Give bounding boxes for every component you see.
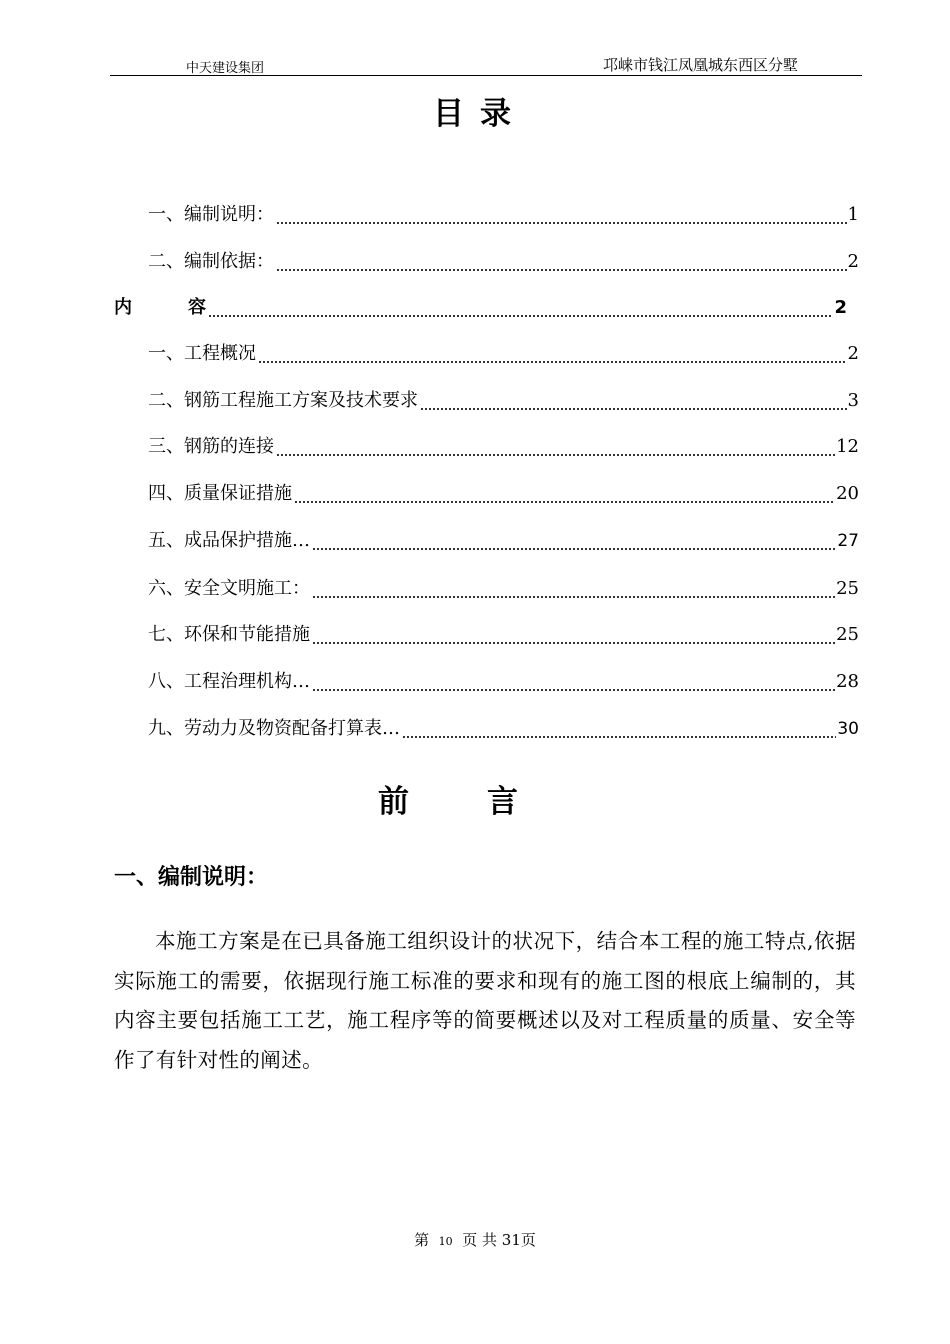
toc-item-label: 一、工程概况: [148, 343, 256, 364]
toc-item-page: 25: [836, 578, 859, 599]
toc-leader-dots: [208, 297, 833, 319]
toc-leader-dots: [276, 251, 847, 273]
toc-item[interactable]: [148, 715, 859, 743]
body-paragraph: 本施工方案是在已具备施工组织设计的状况下，结合本工程的施工特点,依据实际施工的需要，依据现行施工标准的要求和现有的施工图的根底上编制的，其内容主要包括施工工艺，施工程序等的简要概述以及对工程质量的质量、安全等作了有针对性的阐述。: [114, 929, 856, 1072]
toc-item-page: 2: [834, 297, 847, 318]
toc-item-page: 3: [847, 390, 859, 411]
toc-item-page: 27: [837, 531, 859, 551]
toc-item[interactable]: [148, 201, 859, 229]
toc-item[interactable]: [148, 575, 859, 603]
toc-leader-dots: [312, 578, 835, 600]
toc-item-label: 二、编制依据：: [148, 251, 274, 272]
toc-item-page: 25: [836, 624, 859, 645]
toc-leader-dots: [402, 718, 836, 740]
toc-item-label: 八、工程治理机构…: [148, 671, 310, 692]
total-page-number: 31: [501, 1231, 521, 1249]
section-heading: 一、编制说明：: [114, 865, 269, 890]
toc-leader-dots: [312, 530, 836, 552]
toc-item-page: 20: [836, 483, 859, 504]
toc-title: 目录: [433, 96, 527, 132]
toc-item[interactable]: [148, 433, 859, 461]
toc-item-page: 2: [847, 251, 859, 272]
toc-item[interactable]: [148, 387, 859, 415]
header-project: 邛崃市钱江凤凰城东西区分墅: [603, 56, 799, 74]
toc-item-label: 内 容: [114, 297, 206, 318]
toc-leader-dots: [312, 671, 835, 693]
toc-item[interactable]: [148, 621, 859, 649]
toc-item-page: 30: [837, 719, 859, 739]
current-page-number: 10: [438, 1235, 453, 1248]
toc-item[interactable]: [148, 340, 859, 368]
header-company: 中天建设集团: [186, 61, 265, 76]
toc-item-content[interactable]: [114, 294, 847, 322]
toc-item-label: 九、劳动力及物资配备打算表…: [148, 718, 400, 739]
toc-leader-dots: [276, 204, 847, 226]
toc-item-label: 六、安全文明施工：: [148, 578, 310, 599]
toc-item-page: 1: [847, 204, 859, 225]
toc-item[interactable]: [148, 668, 859, 696]
toc-leader-dots: [258, 343, 847, 365]
toc-item[interactable]: [148, 248, 859, 276]
toc-leader-dots: [420, 390, 847, 412]
toc-item-label: 三、钢筋的连接: [148, 436, 274, 457]
page-footer: 第 10 页 共 31页: [414, 1231, 536, 1249]
toc-item[interactable]: [148, 527, 859, 555]
toc-leader-dots: [312, 624, 835, 646]
toc-item-label: 一、编制说明：: [148, 204, 274, 225]
toc-item-page: 28: [836, 671, 859, 692]
toc-item-label: 七、环保和节能措施: [148, 624, 310, 645]
preface-title: 前 言: [378, 784, 518, 820]
toc-item-label: 四、质量保证措施: [148, 483, 292, 504]
toc-item[interactable]: [148, 480, 859, 508]
toc-leader-dots: [276, 436, 835, 458]
toc-item-label: 二、钢筋工程施工方案及技术要求: [148, 390, 418, 411]
toc-item-label: 五、成品保护措施…: [148, 530, 310, 551]
toc-leader-dots: [294, 483, 835, 505]
toc-item-page: 2: [847, 343, 859, 364]
toc-item-page: 12: [836, 436, 859, 457]
